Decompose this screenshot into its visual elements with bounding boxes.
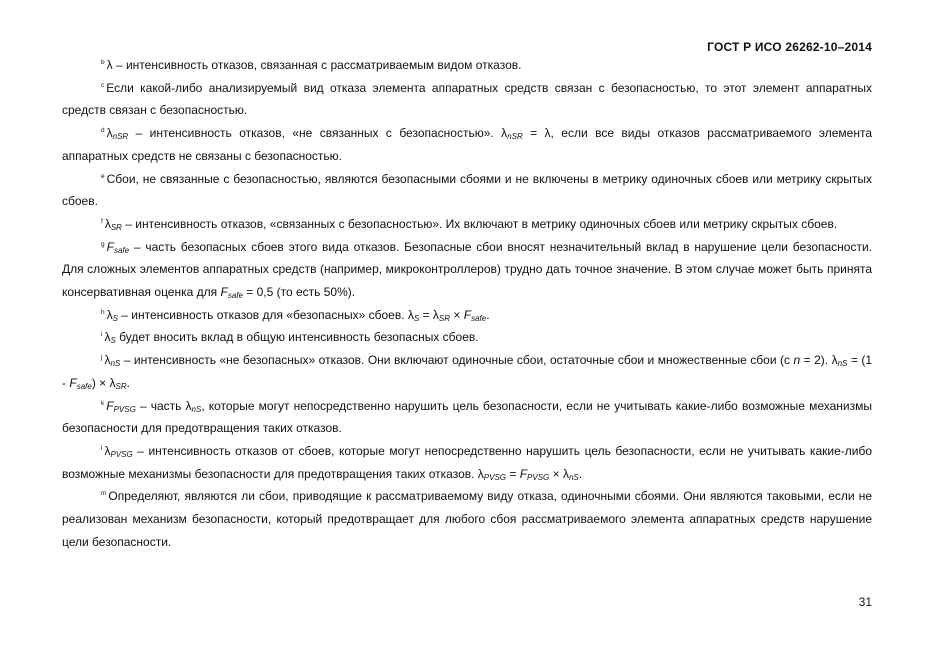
page-number: 31 [858,595,872,609]
footnote-k: $^k$ $F_{PVSG}$ – часть $\lambda_{nS}$, которые могут непосредственно нарушить цель безопасности, если не учитывать какие-либо возможные механизмы безопасности для предотвращения таких отказов. [62,398,872,436]
document-header: ГОСТ Р ИСО 26262-10–2014 [707,40,872,54]
footnote-m: $^m$ Определяют, являются ли сбои, приводящие к рассматриваемому виду отказа, одиночными сбоями. Они являются таковыми, если не реализован механизм безопасности, который предотвращает для любого сбоя рассматриваемого элемента аппаратных средств нарушение цели безопасности. [62,489,872,549]
footnote-d: $^d$ $\lambda_{nSR}$ – интенсивность отказов, «не связанных с безопасностью». $\lambda_{nSR} = \lambda$, если все виды отказов рассматриваемого элемента аппаратных средств не связаны с безопасностью. [62,126,873,163]
footnote-j: $^j$ $\lambda_{nS}$ – интенсивность «не безопасных» отказов. Они включают одиночные сбои, остаточные сбои и множественные сбои (с n = 2). $\lambda_{nS} = (1 - F_{safe}) \times \lambda_{SR}$. [62,353,873,391]
footnote-c: $^c$ Если какой-либо анализируемый вид отказа элемента аппаратных средств связан с безопасностью, то этот элемент аппаратных средств связан с безопасностью. [62,80,872,118]
footnote-e: $^e$ Сбои, не связанные с безопасностью, являются безопасными сбоями и не включены в метрику одиночных сбоев или метрику скрытых сбоев. [62,171,872,209]
footnote-g: $^g$ $F_{safe}$ – часть безопасных сбоев этого вида отказов. Безопасные сбои вносят незначительный вклад в нарушение цели безопасности. Для сложных элементов аппаратных средств (например, микроконтроллеров) трудно дать точное значение. В этом случае может быть принята консервативная оценка для $F_{safe} = 0,5$ (то есть 50%). [62,239,872,301]
footnotes-block [62,54,872,553]
footnote-l: $^l$ $\lambda_{PVSG}$ – интенсивность отказов от сбоев, которые могут непосредственно нарушить цель безопасности, если не учитывать какие-либо возможные механизмы безопасности для предотвращения таких отказов. $\lambda_{PVSG} = F_{PVSG} \times \lambda_{nS}$. [62,443,872,482]
footnote-f: $^f$ $\lambda_{SR}$ – интенсивность отказов, «связанных с безопасностью». Их включают в метрику одиночных сбоев или метрику скрытых сбоев. [101,216,838,232]
footnote-i: $^i$ $\lambda_S$ будет вносить вклад в общую интенсивность безопасных сбоев. [101,330,479,346]
footnote-h: $^h$ $\lambda_S$ – интенсивность отказов для «безопасных» сбоев. $\lambda_S = \lambda_{SR} \times F_{safe}$. [101,307,490,323]
footnote-b: $^b$ λ – интенсивность отказов, связанная с рассматриваемым видом отказов. [101,58,522,72]
